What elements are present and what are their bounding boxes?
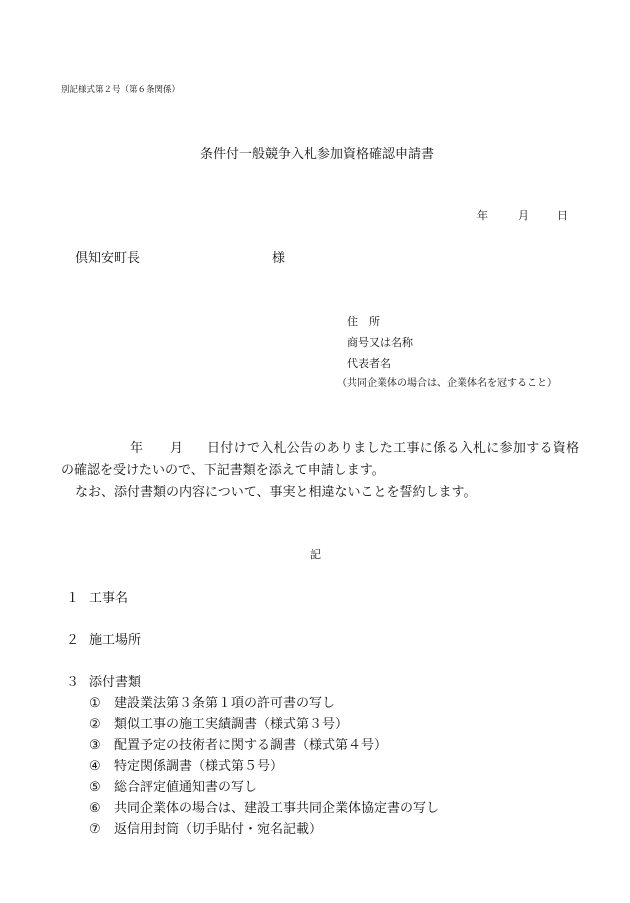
attachment-number: ③ (89, 738, 101, 753)
attachment-number: ⑦ (89, 822, 101, 837)
applicant-company-label: 商号又は名称 (347, 336, 413, 349)
date-day: 日 (557, 209, 568, 222)
applicant-note: （共同企業体の場合は、企業体名を冠すること） (337, 378, 557, 389)
body-line-1: 日付けで入札公告のありました工事に係る入札に参加する資格 (207, 441, 580, 456)
attachment-number: ⑤ (89, 780, 101, 795)
document-title: 条件付一般競争入札参加資格確認申請書 (200, 147, 435, 162)
body-line-2: の確認を受けたいので、下記書類を添えて申請します。 (61, 463, 385, 478)
ki-heading: 記 (310, 548, 321, 561)
attachment-item: 返信用封筒（切手貼付・宛名記載） (114, 822, 323, 837)
form-label: 別記様式第２号（第６条関係） (61, 85, 181, 95)
attachment-number: ⑥ (89, 801, 101, 816)
body-line-3: なお、添付書類の内容について、事実と相違ないことを誓約します。 (75, 485, 477, 500)
section-construction-site: 施工場所 (89, 633, 142, 648)
section-construction-name: 工事名 (89, 591, 129, 606)
addressee-honorific: 様 (272, 251, 286, 266)
body-year: 年 (130, 441, 144, 456)
date-month: 月 (518, 209, 529, 222)
attachment-number: ④ (89, 759, 101, 774)
section-number: ２ (66, 633, 80, 648)
applicant-representative-label: 代表者名 (347, 357, 391, 370)
attachment-item: 配置予定の技術者に関する調書（様式第４号） (114, 738, 388, 753)
attachment-item: 総合評定値通知書の写し (114, 780, 258, 795)
attachment-item: 特定関係調書（様式第５号） (114, 759, 284, 774)
attachment-item: 建設業法第３条第１項の許可書の写し (114, 696, 336, 711)
attachment-item: 共同企業体の場合は、建設工事共同企業体協定書の写し (114, 801, 440, 816)
section-attachments: 添付書類 (89, 675, 142, 690)
attachment-item: 類似工事の施工実績調書（様式第３号） (114, 717, 349, 732)
addressee-name: 倶知安町長 (75, 251, 141, 266)
applicant-address-label: 住 所 (347, 315, 380, 328)
attachment-number: ② (89, 717, 101, 732)
date-year: 年 (477, 209, 488, 222)
section-number: ３ (66, 675, 80, 690)
attachment-number: ① (89, 696, 101, 711)
section-number: １ (66, 591, 80, 606)
body-month: 月 (170, 441, 184, 456)
